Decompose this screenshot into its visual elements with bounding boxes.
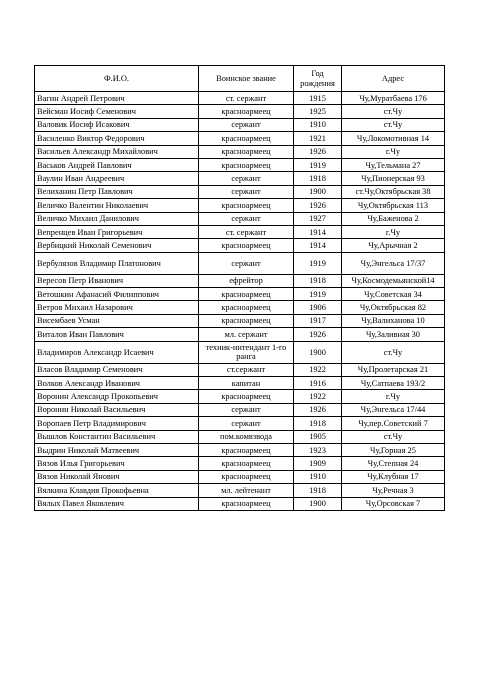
cell-address: ст.Чу xyxy=(342,105,445,118)
cell-address: Чу,Клубная 17 xyxy=(342,470,445,483)
cell-rank: сержант xyxy=(199,172,294,185)
cell-name: Выдрин Николай Матвеевич xyxy=(35,443,199,456)
cell-name: Вялых Павел Яковлевич xyxy=(35,497,199,510)
cell-year: 1927 xyxy=(294,212,342,225)
cell-year: 1926 xyxy=(294,403,342,416)
table-row xyxy=(35,288,445,301)
table-row xyxy=(35,484,445,497)
cell-rank: красноармеец xyxy=(199,199,294,212)
table-row xyxy=(35,145,445,158)
cell-name: Вербулязов Владимир Платонович xyxy=(35,252,199,274)
cell-name: Вышлов Константин Васильевич xyxy=(35,430,199,443)
cell-name: Вербицкий Николай Семенович xyxy=(35,239,199,252)
cell-address: Чу,Пролетарская 21 xyxy=(342,363,445,376)
cell-rank: красноармеец xyxy=(199,314,294,327)
cell-rank: ст.сержант xyxy=(199,363,294,376)
cell-year: 1918 xyxy=(294,417,342,430)
cell-year: 1921 xyxy=(294,132,342,145)
cell-name: Васьков Андрей Павлович xyxy=(35,158,199,171)
cell-rank: красноармеец xyxy=(199,390,294,403)
cell-year: 1900 xyxy=(294,185,342,198)
table-row xyxy=(35,301,445,314)
cell-rank: красноармеец xyxy=(199,470,294,483)
cell-address: Чу,пер.Советский 7 xyxy=(342,417,445,430)
table-row xyxy=(35,377,445,390)
cell-name: Величко Михаил Данилович xyxy=(35,212,199,225)
cell-year: 1922 xyxy=(294,363,342,376)
cell-address: ст.Чу,Октябрьская 38 xyxy=(342,185,445,198)
cell-year: 1926 xyxy=(294,145,342,158)
cell-address: Чу,Октябрьская 113 xyxy=(342,199,445,212)
table-row xyxy=(35,314,445,327)
cell-address: Чу,Орсовская 7 xyxy=(342,497,445,510)
table-row xyxy=(35,403,445,416)
cell-name: Виталов Иван Павлович xyxy=(35,328,199,341)
cell-year: 1900 xyxy=(294,341,342,363)
cell-address: Чу,Арычная 2 xyxy=(342,239,445,252)
cell-year: 1922 xyxy=(294,390,342,403)
cell-year: 1918 xyxy=(294,274,342,287)
cell-address: Чу,Пионерская 93 xyxy=(342,172,445,185)
table-row xyxy=(35,274,445,287)
cell-year: 1918 xyxy=(294,172,342,185)
cell-rank: сержант xyxy=(199,252,294,274)
table-row xyxy=(35,417,445,430)
table-row xyxy=(35,328,445,341)
cell-rank: красноармеец xyxy=(199,443,294,456)
cell-name: Вейсман Иосиф Семенович xyxy=(35,105,199,118)
cell-name: Валовик Иосиф Исакович xyxy=(35,118,199,131)
cell-name: Волков Александр Иванович xyxy=(35,377,199,390)
header-rank: Воинское звание xyxy=(199,66,294,92)
table-row xyxy=(35,390,445,403)
cell-rank: ефрейтор xyxy=(199,274,294,287)
table-row xyxy=(35,470,445,483)
cell-year: 1919 xyxy=(294,288,342,301)
table-row xyxy=(35,239,445,252)
cell-rank: мл. лейтенант xyxy=(199,484,294,497)
table-row xyxy=(35,212,445,225)
cell-address: Чу,Октябрьская 82 xyxy=(342,301,445,314)
table-row xyxy=(35,363,445,376)
cell-address: Чу,Энгельса 17/37 xyxy=(342,252,445,274)
header-address: Адрес xyxy=(342,66,445,92)
table-row xyxy=(35,252,445,274)
cell-year: 1900 xyxy=(294,497,342,510)
cell-year: 1915 xyxy=(294,92,342,105)
cell-rank: техник-интендант 1-го ранга xyxy=(199,341,294,363)
cell-year: 1906 xyxy=(294,301,342,314)
cell-rank: красноармеец xyxy=(199,105,294,118)
cell-name: Васильев Александр Михайлович xyxy=(35,145,199,158)
table-row xyxy=(35,443,445,456)
cell-rank: красноармеец xyxy=(199,158,294,171)
cell-rank: сержант xyxy=(199,185,294,198)
cell-address: Чу,Баженова 2 xyxy=(342,212,445,225)
table-row xyxy=(35,118,445,131)
cell-year: 1914 xyxy=(294,225,342,238)
cell-address: ст.Чу xyxy=(342,118,445,131)
cell-rank: красноармеец xyxy=(199,288,294,301)
cell-rank: красноармеец xyxy=(199,239,294,252)
cell-year: 1905 xyxy=(294,430,342,443)
table-row xyxy=(35,225,445,238)
cell-address: г.Чу xyxy=(342,145,445,158)
table-row xyxy=(35,457,445,470)
cell-name: Воронин Николай Васильевич xyxy=(35,403,199,416)
cell-name: Воропаев Петр Владимирович xyxy=(35,417,199,430)
cell-year: 1926 xyxy=(294,199,342,212)
cell-name: Вагин Андрей Петрович xyxy=(35,92,199,105)
cell-name: Воронин Александр Прокопьевич xyxy=(35,390,199,403)
cell-year: 1910 xyxy=(294,470,342,483)
table-row xyxy=(35,172,445,185)
cell-address: Чу,Степная 24 xyxy=(342,457,445,470)
cell-year: 1923 xyxy=(294,443,342,456)
table-row xyxy=(35,185,445,198)
cell-rank: сержант xyxy=(199,417,294,430)
cell-address: Чу,Речная 3 xyxy=(342,484,445,497)
cell-address: Чу,Локомотивная 14 xyxy=(342,132,445,145)
cell-name: Вялкина Клавдия Прокофьевна xyxy=(35,484,199,497)
cell-address: ст.Чу xyxy=(342,430,445,443)
table-row xyxy=(35,430,445,443)
cell-address: Чу,Энгельса 17/44 xyxy=(342,403,445,416)
cell-rank: красноармеец xyxy=(199,497,294,510)
table-row xyxy=(35,132,445,145)
cell-name: Висембаев Усман xyxy=(35,314,199,327)
cell-rank: сержант xyxy=(199,212,294,225)
cell-year: 1919 xyxy=(294,252,342,274)
cell-name: Ветров Михаил Назарович xyxy=(35,301,199,314)
table-row xyxy=(35,497,445,510)
cell-address: Чу,Муратбаева 176 xyxy=(342,92,445,105)
cell-address: Чу,Космодемьянской14 xyxy=(342,274,445,287)
cell-year: 1925 xyxy=(294,105,342,118)
cell-rank: красноармеец xyxy=(199,301,294,314)
cell-rank: мл. сержант xyxy=(199,328,294,341)
cell-rank: пом.комвзвода xyxy=(199,430,294,443)
cell-rank: сержант xyxy=(199,118,294,131)
cell-address: ст.Чу xyxy=(342,341,445,363)
table-row xyxy=(35,105,445,118)
cell-address: Чу,Заливная 30 xyxy=(342,328,445,341)
cell-rank: красноармеец xyxy=(199,145,294,158)
cell-name: Василенко Виктор Федорович xyxy=(35,132,199,145)
table-header-row xyxy=(35,66,445,92)
cell-name: Вязов Илья Григорьевич xyxy=(35,457,199,470)
table-row xyxy=(35,158,445,171)
cell-address: Чу,Советская 34 xyxy=(342,288,445,301)
cell-address: г.Чу xyxy=(342,390,445,403)
table-row xyxy=(35,199,445,212)
cell-address: Чу,Валиханова 10 xyxy=(342,314,445,327)
cell-year: 1909 xyxy=(294,457,342,470)
cell-address: Чу,Сатпаева 193/2 xyxy=(342,377,445,390)
cell-name: Вязов Николай Янович xyxy=(35,470,199,483)
cell-name: Владимиров Александр Исаевич xyxy=(35,341,199,363)
cell-address: Чу,Тельмана 27 xyxy=(342,158,445,171)
cell-year: 1910 xyxy=(294,118,342,131)
cell-year: 1917 xyxy=(294,314,342,327)
header-year: Год рождения xyxy=(294,66,342,92)
cell-name: Велиханин Петр Павлович xyxy=(35,185,199,198)
cell-address: Чу,Горная 25 xyxy=(342,443,445,456)
cell-rank: сержант xyxy=(199,403,294,416)
cell-address: г.Чу xyxy=(342,225,445,238)
cell-rank: капитан xyxy=(199,377,294,390)
cell-rank: ст. сержант xyxy=(199,92,294,105)
table-body xyxy=(35,92,445,511)
cell-year: 1916 xyxy=(294,377,342,390)
cell-name: Власов Владимир Семенович xyxy=(35,363,199,376)
table-row xyxy=(35,341,445,363)
cell-name: Ветошкин Афанасий Филиппович xyxy=(35,288,199,301)
cell-rank: ст. сержант xyxy=(199,225,294,238)
cell-name: Вепренцев Иван Григорьевич xyxy=(35,225,199,238)
cell-name: Ваулин Иван Андреевич xyxy=(35,172,199,185)
cell-name: Вересов Петр Иванович xyxy=(35,274,199,287)
cell-year: 1914 xyxy=(294,239,342,252)
records-table xyxy=(34,65,445,511)
header-name: Ф.И.О. xyxy=(35,66,199,92)
cell-year: 1918 xyxy=(294,484,342,497)
cell-year: 1919 xyxy=(294,158,342,171)
cell-rank: красноармеец xyxy=(199,457,294,470)
cell-name: Величко Валентин Николаевич xyxy=(35,199,199,212)
cell-rank: красноармеец xyxy=(199,132,294,145)
table-row xyxy=(35,92,445,105)
cell-year: 1926 xyxy=(294,328,342,341)
